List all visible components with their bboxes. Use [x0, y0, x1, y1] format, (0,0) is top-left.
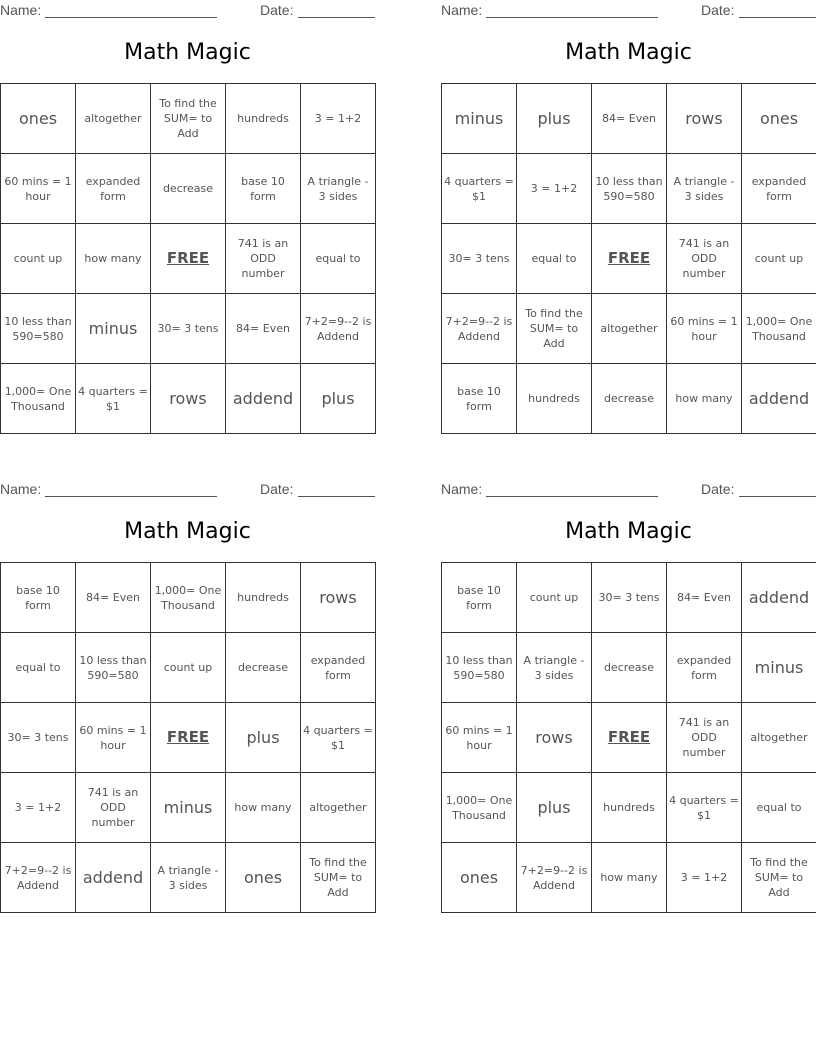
- bingo-cell: base 10 form: [226, 154, 301, 224]
- bingo-card-1: [0, 0, 375, 413]
- bingo-cell: 30= 3 tens: [592, 563, 667, 633]
- bingo-cell: base 10 form: [442, 364, 517, 434]
- bingo-row: [442, 703, 816, 773]
- name-date-header: [0, 479, 375, 501]
- bingo-cell: 7+2=9--2 is Addend: [301, 294, 376, 364]
- bingo-cell: how many: [226, 773, 301, 843]
- bingo-row: [442, 633, 816, 703]
- name-label: Name:: [0, 2, 42, 18]
- bingo-cell: expanded form: [742, 154, 816, 224]
- bingo-cell: 4 quarters = $1: [667, 773, 742, 843]
- free-space: FREE: [151, 224, 226, 294]
- bingo-row: [1, 633, 376, 703]
- bingo-cell: 741 is an ODD number: [76, 773, 151, 843]
- bingo-cell: 1,000= One Thousand: [151, 563, 226, 633]
- bingo-cell: plus: [301, 364, 376, 434]
- bingo-row: [1, 563, 376, 633]
- date-blank-line: [298, 496, 375, 497]
- bingo-cell: A triangle - 3 sides: [151, 843, 226, 913]
- name-blank-line: [486, 496, 658, 497]
- bingo-cell: count up: [1, 224, 76, 294]
- bingo-cell: To find the SUM= to Add: [301, 843, 376, 913]
- name-date-header: [0, 0, 375, 22]
- bingo-row: [442, 84, 816, 154]
- card-title: Math Magic: [565, 519, 692, 544]
- bingo-cell: plus: [517, 773, 592, 843]
- bingo-card-4: [441, 479, 816, 899]
- bingo-row: [1, 154, 376, 224]
- name-blank-line: [45, 496, 217, 497]
- date-label: Date:: [701, 2, 735, 18]
- bingo-cell: 741 is an ODD number: [667, 703, 742, 773]
- bingo-cell: 84= Even: [592, 84, 667, 154]
- bingo-cell: 4 quarters = $1: [76, 364, 151, 434]
- bingo-cell: expanded form: [76, 154, 151, 224]
- bingo-cell: how many: [76, 224, 151, 294]
- date-label: Date:: [260, 481, 294, 497]
- bingo-cell: minus: [742, 633, 816, 703]
- bingo-cell: A triangle - 3 sides: [301, 154, 376, 224]
- bingo-cell: base 10 form: [1, 563, 76, 633]
- date-label: Date:: [701, 481, 735, 497]
- bingo-cell: 60 mins = 1 hour: [667, 294, 742, 364]
- bingo-cell: To find the SUM= to Add: [742, 843, 816, 913]
- bingo-row: [442, 294, 816, 364]
- bingo-cell: minus: [442, 84, 517, 154]
- bingo-cell: plus: [517, 84, 592, 154]
- bingo-cell: rows: [667, 84, 742, 154]
- bingo-cell: addend: [226, 364, 301, 434]
- bingo-cell: ones: [742, 84, 816, 154]
- bingo-cell: equal to: [742, 773, 816, 843]
- bingo-cell: 741 is an ODD number: [226, 224, 301, 294]
- bingo-cell: 60 mins = 1 hour: [1, 154, 76, 224]
- bingo-row: [442, 224, 816, 294]
- bingo-cell: 3 = 1+2: [1, 773, 76, 843]
- bingo-cell: altogether: [301, 773, 376, 843]
- name-blank-line: [45, 17, 217, 18]
- bingo-cell: minus: [151, 773, 226, 843]
- bingo-cell: 1,000= One Thousand: [1, 364, 76, 434]
- bingo-cell: altogether: [76, 84, 151, 154]
- free-space: FREE: [592, 703, 667, 773]
- bingo-cell: 84= Even: [226, 294, 301, 364]
- bingo-cell: how many: [592, 843, 667, 913]
- bingo-cell: hundreds: [226, 84, 301, 154]
- bingo-cell: To find the SUM= to Add: [517, 294, 592, 364]
- name-date-header: [441, 0, 816, 22]
- bingo-row: [1, 703, 376, 773]
- free-space: FREE: [592, 224, 667, 294]
- bingo-cell: count up: [517, 563, 592, 633]
- bingo-cell: 10 less than 590=580: [442, 633, 517, 703]
- bingo-row: [442, 364, 816, 434]
- bingo-cell: count up: [742, 224, 816, 294]
- bingo-cell: 3 = 1+2: [301, 84, 376, 154]
- bingo-cell: how many: [667, 364, 742, 434]
- date-blank-line: [298, 17, 375, 18]
- bingo-cell: 7+2=9--2 is Addend: [517, 843, 592, 913]
- bingo-cell: hundreds: [592, 773, 667, 843]
- bingo-card-3: [0, 479, 375, 899]
- bingo-cell: decrease: [592, 364, 667, 434]
- bingo-cell: rows: [151, 364, 226, 434]
- name-label: Name:: [0, 481, 42, 497]
- bingo-cell: expanded form: [667, 633, 742, 703]
- bingo-cell: 7+2=9--2 is Addend: [1, 843, 76, 913]
- bingo-cell: rows: [301, 563, 376, 633]
- bingo-cell: count up: [151, 633, 226, 703]
- bingo-cell: expanded form: [301, 633, 376, 703]
- bingo-cell: equal to: [301, 224, 376, 294]
- date-blank-line: [739, 17, 816, 18]
- name-label: Name:: [441, 481, 483, 497]
- bingo-grid: [441, 83, 816, 434]
- bingo-cell: rows: [517, 703, 592, 773]
- bingo-cell: 30= 3 tens: [442, 224, 517, 294]
- bingo-cell: plus: [226, 703, 301, 773]
- bingo-cell: 60 mins = 1 hour: [442, 703, 517, 773]
- bingo-cell: 3 = 1+2: [517, 154, 592, 224]
- card-title: Math Magic: [124, 40, 251, 65]
- bingo-cell: decrease: [592, 633, 667, 703]
- bingo-cell: 10 less than 590=580: [76, 633, 151, 703]
- card-title: Math Magic: [565, 40, 692, 65]
- bingo-cell: addend: [742, 563, 816, 633]
- bingo-cell: 84= Even: [667, 563, 742, 633]
- bingo-card-2: [441, 0, 816, 413]
- bingo-cell: 60 mins = 1 hour: [76, 703, 151, 773]
- name-label: Name:: [441, 2, 483, 18]
- bingo-cell: ones: [226, 843, 301, 913]
- bingo-cell: addend: [76, 843, 151, 913]
- bingo-cell: 30= 3 tens: [151, 294, 226, 364]
- bingo-row: [1, 773, 376, 843]
- bingo-row: [1, 224, 376, 294]
- bingo-row: [1, 843, 376, 913]
- bingo-cell: 10 less than 590=580: [1, 294, 76, 364]
- card-title: Math Magic: [124, 519, 251, 544]
- bingo-cell: 84= Even: [76, 563, 151, 633]
- bingo-cell: A triangle - 3 sides: [667, 154, 742, 224]
- free-space: FREE: [151, 703, 226, 773]
- bingo-cell: A triangle - 3 sides: [517, 633, 592, 703]
- bingo-cell: 4 quarters = $1: [442, 154, 517, 224]
- bingo-cell: hundreds: [517, 364, 592, 434]
- bingo-row: [442, 843, 816, 913]
- bingo-grid: [441, 562, 816, 913]
- bingo-cell: equal to: [1, 633, 76, 703]
- bingo-cell: 1,000= One Thousand: [442, 773, 517, 843]
- bingo-row: [1, 84, 376, 154]
- bingo-cell: 30= 3 tens: [1, 703, 76, 773]
- bingo-cell: 7+2=9--2 is Addend: [442, 294, 517, 364]
- bingo-cell: ones: [442, 843, 517, 913]
- bingo-cell: equal to: [517, 224, 592, 294]
- bingo-grid: [0, 83, 376, 434]
- bingo-row: [442, 773, 816, 843]
- bingo-cell: 741 is an ODD number: [667, 224, 742, 294]
- date-label: Date:: [260, 2, 294, 18]
- bingo-cell: 1,000= One Thousand: [742, 294, 816, 364]
- bingo-cell: decrease: [226, 633, 301, 703]
- bingo-cell: 10 less than 590=580: [592, 154, 667, 224]
- bingo-row: [1, 364, 376, 434]
- bingo-row: [1, 294, 376, 364]
- bingo-cell: altogether: [592, 294, 667, 364]
- bingo-cell: hundreds: [226, 563, 301, 633]
- bingo-cell: decrease: [151, 154, 226, 224]
- name-date-header: [441, 479, 816, 501]
- bingo-cell: 3 = 1+2: [667, 843, 742, 913]
- bingo-cell: minus: [76, 294, 151, 364]
- bingo-cell: 4 quarters = $1: [301, 703, 376, 773]
- bingo-cell: altogether: [742, 703, 816, 773]
- date-blank-line: [739, 496, 816, 497]
- bingo-cell: addend: [742, 364, 816, 434]
- bingo-grid: [0, 562, 376, 913]
- bingo-row: [442, 154, 816, 224]
- bingo-cell: To find the SUM= to Add: [151, 84, 226, 154]
- bingo-cell: base 10 form: [442, 563, 517, 633]
- name-blank-line: [486, 17, 658, 18]
- bingo-row: [442, 563, 816, 633]
- bingo-cell: ones: [1, 84, 76, 154]
